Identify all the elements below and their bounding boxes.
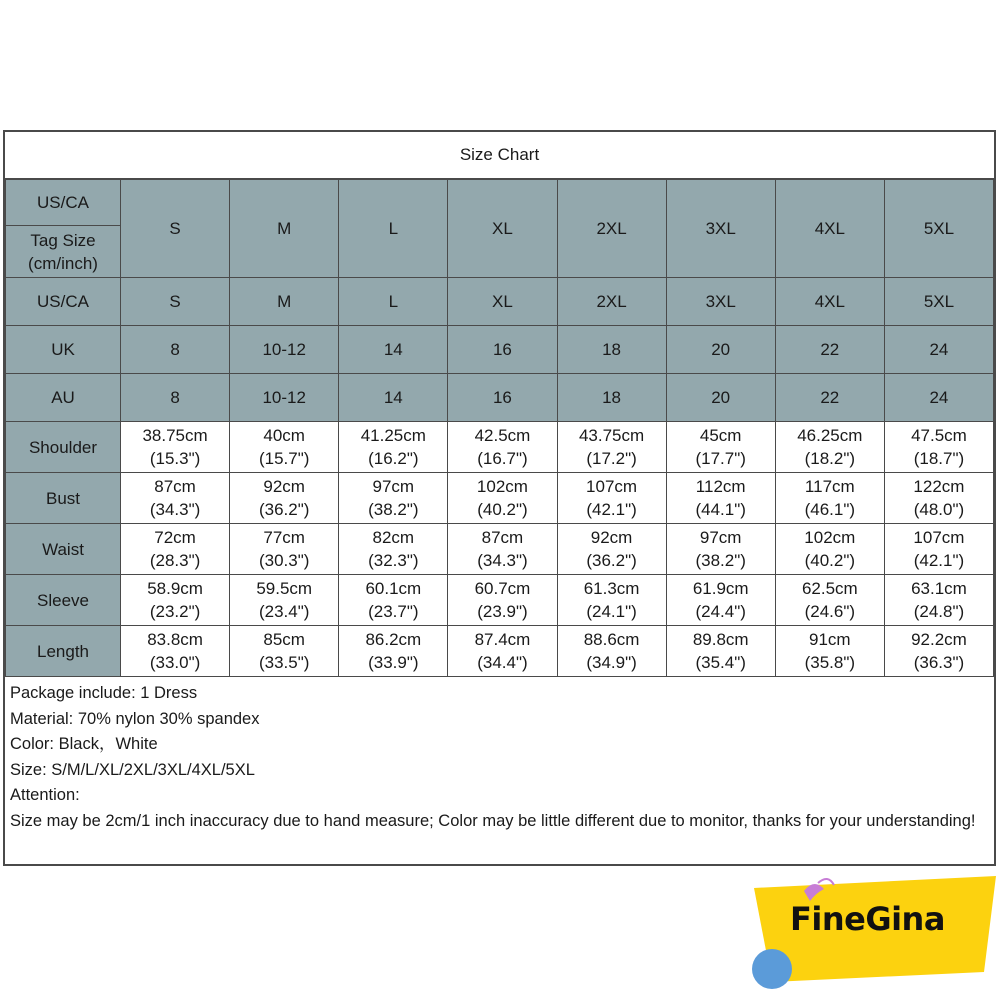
table-cell: 8 xyxy=(121,374,230,422)
table-cell: M xyxy=(230,278,339,326)
inch-value: (30.3") xyxy=(258,551,310,570)
inch-value: (16.7") xyxy=(477,449,528,468)
table-cell: 18 xyxy=(557,374,666,422)
inch-value: (23.4") xyxy=(258,602,310,621)
table-cell xyxy=(666,524,775,575)
cm-value: 122cm xyxy=(913,477,965,496)
inch-value: (44.1") xyxy=(695,500,746,519)
table-row xyxy=(6,524,994,575)
cm-value: 46.25cm xyxy=(797,426,863,445)
inch-value: (24.1") xyxy=(586,602,637,621)
cm-value: 45cm xyxy=(699,426,742,445)
header-label-tag-size xyxy=(6,226,121,278)
table-row xyxy=(6,422,994,473)
table-cell: 16 xyxy=(448,374,557,422)
table-cell: 4XL xyxy=(775,278,884,326)
table-cell: 18 xyxy=(557,326,666,374)
table-cell: 22 xyxy=(775,374,884,422)
inch-value: (33.0") xyxy=(149,653,201,672)
table-cell: XL xyxy=(448,278,557,326)
inch-value: (18.2") xyxy=(804,449,856,468)
cm-value: 86.2cm xyxy=(365,630,422,649)
table-cell xyxy=(775,524,884,575)
table-cell xyxy=(666,626,775,677)
inch-value: (40.2") xyxy=(477,500,528,519)
header-size-s: S xyxy=(121,180,230,278)
row-label: UK xyxy=(6,326,121,374)
cm-value: 102cm xyxy=(476,477,528,496)
inch-value: (33.5") xyxy=(258,653,310,672)
table-cell xyxy=(448,422,557,473)
cm-value: 91cm xyxy=(809,630,851,649)
table-cell xyxy=(121,422,230,473)
table-cell: 14 xyxy=(339,326,448,374)
cm-value: 58.9cm xyxy=(147,579,203,598)
inch-value: (40.2") xyxy=(804,551,856,570)
header-size-3xl: 3XL xyxy=(666,180,775,278)
table-cell xyxy=(121,473,230,524)
table-cell xyxy=(884,626,993,677)
table-cell: 20 xyxy=(666,326,775,374)
row-label: Waist xyxy=(6,524,121,575)
cm-value: 107cm xyxy=(913,528,965,547)
product-notes xyxy=(5,677,994,838)
table-cell xyxy=(557,422,666,473)
size-table xyxy=(5,179,994,677)
table-cell xyxy=(448,473,557,524)
cm-value: 92cm xyxy=(590,528,633,547)
table-cell xyxy=(884,524,993,575)
table-cell xyxy=(557,473,666,524)
table-cell: 8 xyxy=(121,326,230,374)
cm-value: 83.8cm xyxy=(147,630,203,649)
table-row xyxy=(6,326,994,374)
inch-value: (24.6") xyxy=(804,602,856,621)
table-cell: 5XL xyxy=(884,278,993,326)
chart-title: Size Chart xyxy=(5,132,994,179)
table-row xyxy=(6,374,994,422)
inch-value: (23.9") xyxy=(477,602,528,621)
disclaimer-note: Size may be 2cm/1 inch inaccuracy due to hand measure; Color may be little different due to monitor, thanks for your understanding! xyxy=(10,811,976,830)
inch-value: (36.2") xyxy=(586,551,637,570)
table-cell: 3XL xyxy=(666,278,775,326)
table-cell xyxy=(448,626,557,677)
table-cell xyxy=(339,626,448,677)
inch-value: (23.2") xyxy=(149,602,201,621)
table-cell: 24 xyxy=(884,374,993,422)
cm-value: 61.9cm xyxy=(692,579,749,598)
cm-value: 92.2cm xyxy=(911,630,967,649)
table-cell: S xyxy=(121,278,230,326)
inch-value: (48.0") xyxy=(913,500,965,519)
inch-value: (38.2") xyxy=(368,500,419,519)
inch-value: (34.3") xyxy=(149,500,201,519)
table-cell xyxy=(557,524,666,575)
table-cell xyxy=(557,575,666,626)
table-cell xyxy=(666,473,775,524)
inch-value: (42.1") xyxy=(586,500,637,519)
attention-note: Attention: xyxy=(10,786,80,804)
cm-value: 87cm xyxy=(154,477,196,496)
table-cell xyxy=(230,524,339,575)
cm-value: 41.25cm xyxy=(360,426,426,445)
header-size-m: M xyxy=(230,180,339,278)
cm-value: 62.5cm xyxy=(801,579,858,598)
table-cell xyxy=(339,422,448,473)
cm-value: 40cm xyxy=(263,426,305,445)
table-cell: 16 xyxy=(448,326,557,374)
cm-value: 82cm xyxy=(372,528,415,547)
header-size-xl: XL xyxy=(448,180,557,278)
table-cell: 20 xyxy=(666,374,775,422)
inch-value: (42.1") xyxy=(913,551,965,570)
table-cell xyxy=(775,575,884,626)
table-cell xyxy=(557,626,666,677)
cm-value: 63.1cm xyxy=(911,579,967,598)
cm-value: 43.75cm xyxy=(578,426,645,445)
header-size-2xl: 2XL xyxy=(557,180,666,278)
inch-value: (36.3") xyxy=(913,653,965,672)
table-cell xyxy=(230,473,339,524)
cm-value: 112cm xyxy=(695,477,746,496)
header-size-5xl: 5XL xyxy=(884,180,993,278)
cm-value: 59.5cm xyxy=(256,579,313,598)
inch-value: (33.9") xyxy=(368,653,419,672)
cm-value: 87cm xyxy=(481,528,524,547)
cm-value: 85cm xyxy=(263,630,305,649)
inch-value: (35.8") xyxy=(804,653,856,672)
table-cell xyxy=(775,422,884,473)
table-cell xyxy=(339,473,448,524)
cm-value: 47.5cm xyxy=(911,426,967,445)
cm-value: 92cm xyxy=(263,477,305,496)
inch-value: (15.3") xyxy=(149,449,201,468)
inch-value: (32.3") xyxy=(368,551,419,570)
table-cell xyxy=(230,422,339,473)
table-cell xyxy=(884,422,993,473)
row-label: AU xyxy=(6,374,121,422)
table-cell xyxy=(666,422,775,473)
inch-value: (18.7") xyxy=(913,449,965,468)
table-cell: 2XL xyxy=(557,278,666,326)
cm-value: 89.8cm xyxy=(692,630,749,649)
table-row xyxy=(6,473,994,524)
row-label: Length xyxy=(6,626,121,677)
table-cell xyxy=(121,575,230,626)
package-note: Package include: 1 Dress xyxy=(10,684,198,702)
tag-size-label: Tag Size xyxy=(30,230,96,250)
inch-value: (34.9") xyxy=(586,653,637,672)
size-chart-sheet xyxy=(3,130,996,866)
row-label: Sleeve xyxy=(6,575,121,626)
inch-value: (16.2") xyxy=(368,449,419,468)
row-label: Bust xyxy=(6,473,121,524)
table-cell xyxy=(884,575,993,626)
cm-value: 61.3cm xyxy=(583,579,640,598)
cm-value: 88.6cm xyxy=(583,630,640,649)
table-cell: 22 xyxy=(775,326,884,374)
table-cell: 24 xyxy=(884,326,993,374)
cm-value: 117cm xyxy=(804,477,855,496)
inch-value: (24.8") xyxy=(913,602,965,621)
inch-value: (17.7") xyxy=(695,449,746,468)
inch-value: (36.2") xyxy=(258,500,310,519)
table-cell: 10-12 xyxy=(230,374,339,422)
table-row xyxy=(6,278,994,326)
table-cell xyxy=(230,575,339,626)
cm-value: 97cm xyxy=(372,477,415,496)
brand-logo-text: FineGina xyxy=(790,900,945,938)
table-cell xyxy=(448,524,557,575)
inch-value: (28.3") xyxy=(149,551,201,570)
table-cell xyxy=(339,524,448,575)
cm-value: 77cm xyxy=(263,528,305,547)
inch-value: (38.2") xyxy=(695,551,746,570)
inch-value: (46.1") xyxy=(804,500,856,519)
cm-value: 107cm xyxy=(586,477,638,496)
cm-value: 72cm xyxy=(154,528,196,547)
table-row xyxy=(6,575,994,626)
cm-value: 38.75cm xyxy=(142,426,208,445)
table-cell: L xyxy=(339,278,448,326)
material-note: Material: 70% nylon 30% spandex xyxy=(10,709,260,728)
row-label: US/CA xyxy=(6,278,121,326)
cm-value: 102cm xyxy=(804,528,856,547)
cm-value: 42.5cm xyxy=(474,426,531,445)
inch-value: (17.2") xyxy=(586,449,637,468)
inch-value: (35.4") xyxy=(695,653,746,672)
table-cell xyxy=(339,575,448,626)
header-size-l: L xyxy=(339,180,448,278)
table-cell xyxy=(121,524,230,575)
inch-value: (15.7") xyxy=(258,449,310,468)
table-cell xyxy=(230,626,339,677)
cm-value: 60.1cm xyxy=(365,579,422,598)
inch-value: (23.7") xyxy=(368,602,419,621)
inch-value: (34.3") xyxy=(477,551,528,570)
color-note: Color: Black，White xyxy=(10,735,158,753)
header-size-4xl: 4XL xyxy=(775,180,884,278)
table-cell: 14 xyxy=(339,374,448,422)
cm-value: 87.4cm xyxy=(474,630,531,649)
row-label: Shoulder xyxy=(6,422,121,473)
table-row xyxy=(6,626,994,677)
table-cell xyxy=(448,575,557,626)
tag-size-unit: (cm/inch) xyxy=(28,253,98,273)
header-label-us-ca: US/CA xyxy=(6,180,121,226)
table-cell xyxy=(121,626,230,677)
table-cell: 10-12 xyxy=(230,326,339,374)
table-cell xyxy=(775,473,884,524)
table-cell xyxy=(775,626,884,677)
table-cell xyxy=(666,575,775,626)
cm-value: 97cm xyxy=(699,528,742,547)
inch-value: (34.4") xyxy=(477,653,528,672)
table-cell xyxy=(884,473,993,524)
size-note: Size: S/M/L/XL/2XL/3XL/4XL/5XL xyxy=(10,760,255,779)
inch-value: (24.4") xyxy=(695,602,746,621)
cm-value: 60.7cm xyxy=(474,579,531,598)
